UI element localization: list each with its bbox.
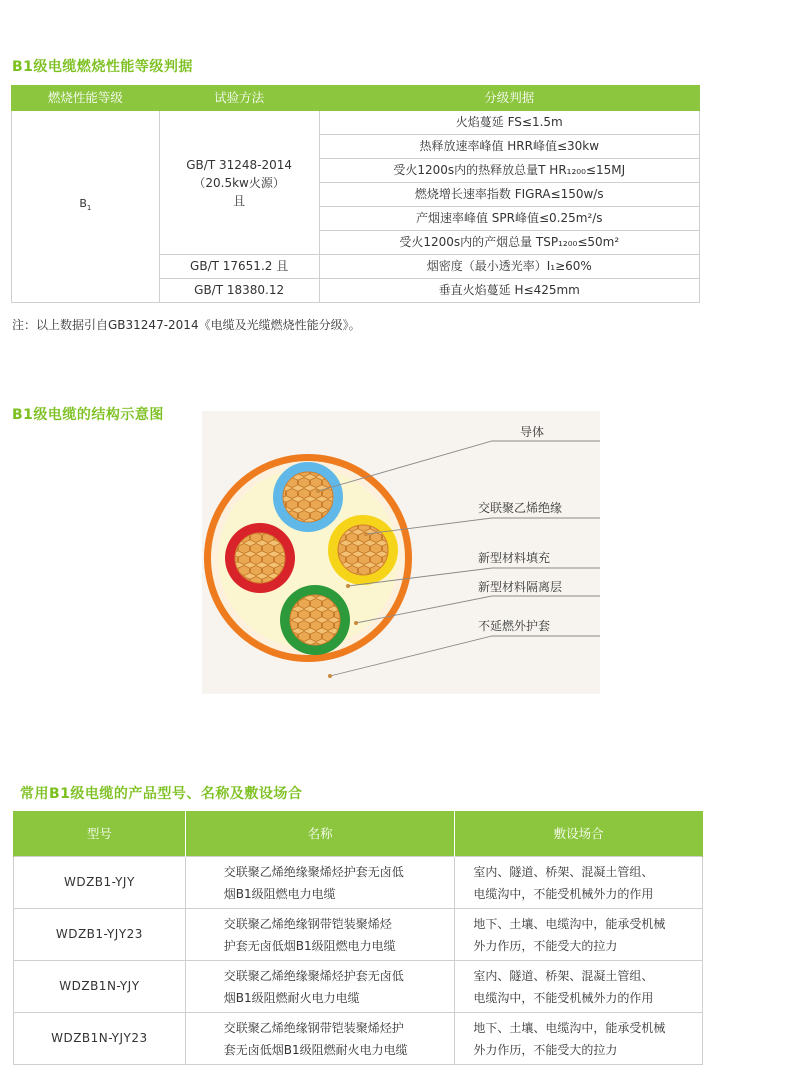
source-note: 注：以上数据引自GB31247-2014《电缆及光缆燃烧性能分级》。 (12, 318, 361, 332)
name-cell (185, 909, 455, 961)
header-grade: 燃烧性能等级 (12, 85, 160, 111)
criteria-cell: 燃烧增长速率指数 FIGRA≤150w/s (319, 183, 699, 207)
name-cell (185, 961, 455, 1013)
place-line: 地下、土壤、电缆沟中，能承受机械 (473, 1020, 666, 1035)
label-isolation-layer: 新型材料隔离层 (478, 580, 563, 594)
table-row (14, 857, 703, 909)
name-line: 交联聚乙烯绝缘钢带铠装聚烯烃护 (223, 1020, 404, 1035)
method1-line3: 且 (233, 193, 246, 208)
criteria-cell: 热释放速率峰值 HRR峰值≤30kw (319, 135, 699, 159)
criteria-cell: 产烟速率峰值 SPR峰值≤0.25m²/s (319, 207, 699, 231)
label-insulation: 交联聚乙烯绝缘 (478, 501, 563, 515)
name-line: 烟B1级阻燃耐火电力电缆 (223, 990, 360, 1005)
header-place: 敷设场合 (455, 811, 703, 857)
section1-title: B1级电缆燃烧性能等级判据 (12, 59, 193, 75)
criteria-cell: 受火1200s内的热释放总量T HR₁₂₀₀≤15MJ (319, 159, 699, 183)
model-cell: WDZB1-YJY23 (14, 909, 186, 961)
label-filler: 新型材料填充 (478, 551, 551, 565)
grade-cell (12, 111, 160, 303)
name-cell (185, 1013, 455, 1065)
place-cell (455, 909, 703, 961)
header-name: 名称 (185, 811, 455, 857)
place-cell (455, 1013, 703, 1065)
model-cell: WDZB1N-YJY (14, 961, 186, 1013)
place-line: 电缆沟中，不能受机械外力的作用 (473, 990, 654, 1005)
method-cell-2: GB/T 17651.2 且 (159, 255, 319, 279)
criteria-cell: 烟密度（最小透光率）I₁≥60% (319, 255, 699, 279)
place-line: 外力作历，不能受大的拉力 (473, 938, 618, 953)
grade-value: B (79, 197, 87, 211)
place-line: 室内、隧道、桥架、混凝土管组、 (473, 864, 654, 879)
table-header-row (14, 811, 703, 857)
label-outer-sheath: 不延燃外护套 (478, 619, 551, 633)
section2-title: B1级电缆的结构示意图 (12, 407, 164, 423)
product-table (13, 811, 703, 1065)
criteria-cell: 垂直火焰蔓延 H≤425mm (319, 279, 699, 303)
name-line: 交联聚乙烯绝缘钢带铠装聚烯烃 (223, 916, 392, 931)
section3-title: 常用B1级电缆的产品型号、名称及敷设场合 (20, 786, 303, 802)
model-cell: WDZB1N-YJY23 (14, 1013, 186, 1065)
place-cell (455, 857, 703, 909)
place-line: 室内、隧道、桥架、混凝土管组、 (473, 968, 654, 983)
core-green (280, 585, 350, 655)
place-cell (455, 961, 703, 1013)
method1-line2: （20.5kw火源） (193, 175, 285, 190)
criteria-cell: 受火1200s内的产烟总量 TSP₁₂₀₀≤50m² (319, 231, 699, 255)
table-header-row (12, 85, 700, 111)
cable-cross-section-svg (202, 411, 600, 694)
model-cell: WDZB1-YJY (14, 857, 186, 909)
header-criteria: 分级判据 (319, 85, 699, 111)
method-cell-3: GB/T 18380.12 (159, 279, 319, 303)
name-line: 交联聚乙烯绝缘聚烯烃护套无卤低 (223, 864, 404, 879)
place-line: 电缆沟中，不能受机械外力的作用 (473, 886, 654, 901)
criteria-cell: 火焰蔓延 FS≤1.5m (319, 111, 699, 135)
name-line: 套无卤低烟B1级阻燃耐火电力电缆 (223, 1042, 408, 1057)
place-line: 地下、土壤、电缆沟中，能承受机械 (473, 916, 666, 931)
table-row (12, 111, 700, 135)
core-yellow (328, 515, 398, 585)
core-blue (273, 462, 343, 532)
burning-grade-table (11, 85, 700, 303)
core-red (225, 523, 295, 593)
header-model: 型号 (14, 811, 186, 857)
table-row (14, 961, 703, 1013)
grade-subscript: 1 (86, 204, 92, 213)
method1-line1: GB/T 31248-2014 (186, 157, 293, 172)
cable-structure-diagram (202, 411, 600, 694)
table-row (14, 909, 703, 961)
table-row (14, 1013, 703, 1065)
header-method: 试验方法 (159, 85, 319, 111)
name-line: 交联聚乙烯绝缘聚烯烃护套无卤低 (223, 968, 404, 983)
method-cell-1 (159, 111, 319, 255)
label-conductor: 导体 (520, 425, 545, 439)
name-line: 烟B1级阻燃电力电缆 (223, 886, 336, 901)
name-line: 护套无卤低烟B1级阻燃电力电缆 (223, 938, 396, 953)
name-cell (185, 857, 455, 909)
place-line: 外力作历，不能受大的拉力 (473, 1042, 618, 1057)
